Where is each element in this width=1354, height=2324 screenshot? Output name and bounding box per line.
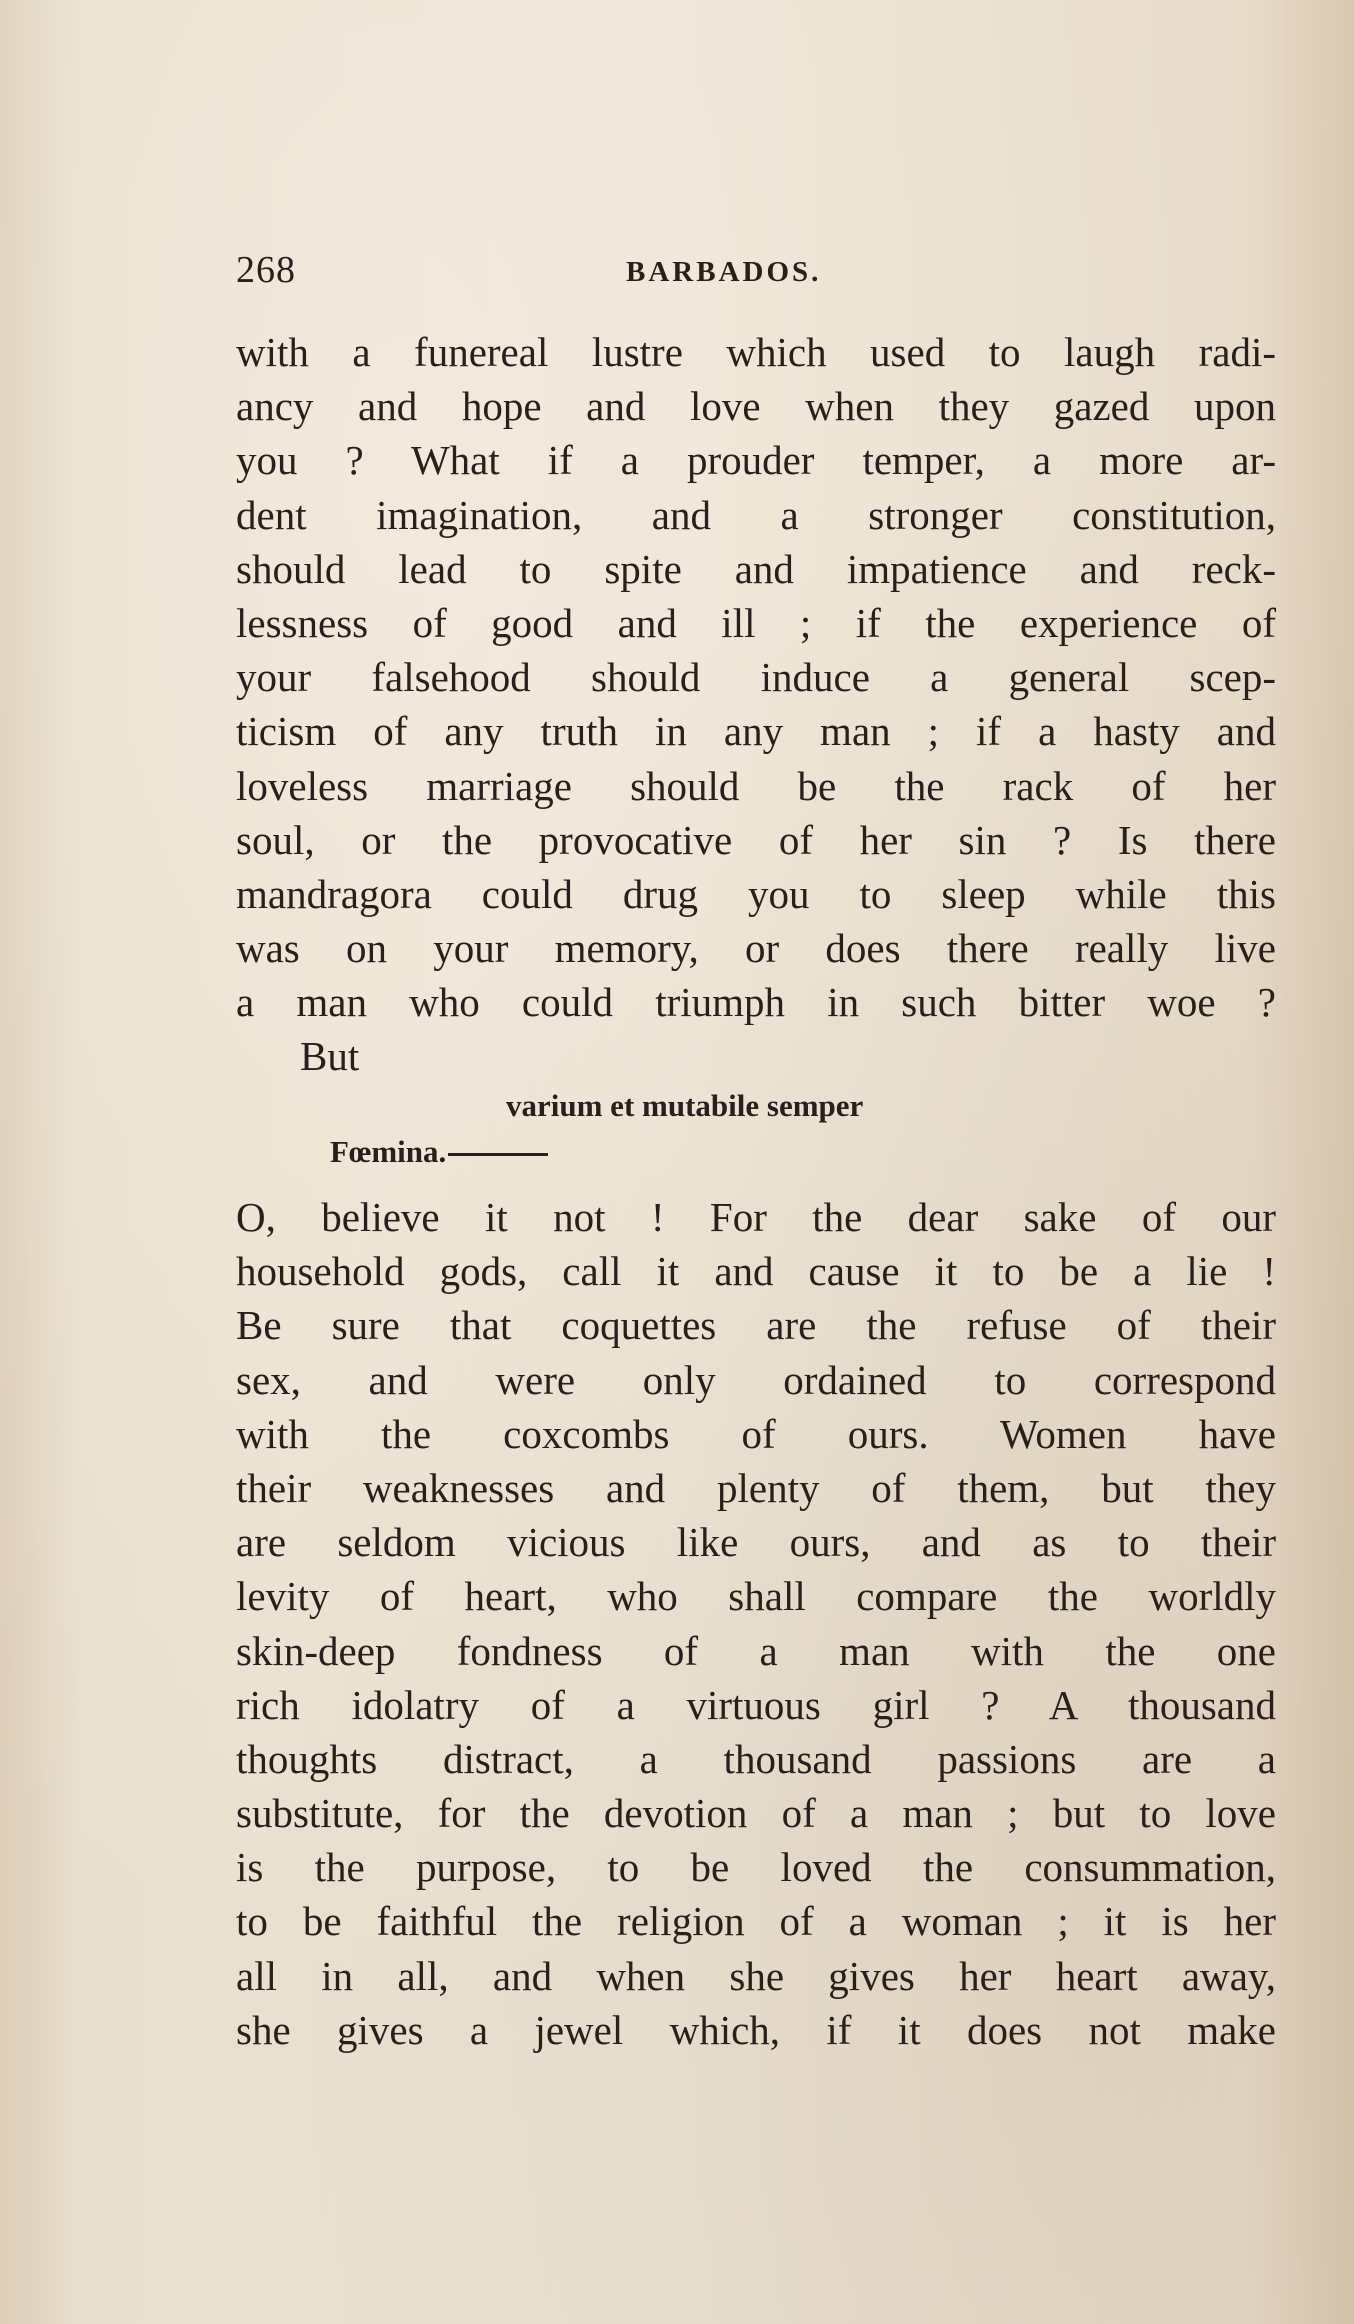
paragraph-2	[236, 1190, 1276, 2057]
running-title: BARBADOS.	[626, 256, 822, 288]
em-dash-rule	[448, 1153, 548, 1156]
text-line: sex, and were only ordained to correspond	[236, 1356, 1276, 1403]
text-line: soul, or the provocative of her sin ? Is there	[236, 816, 1276, 863]
text-line: rich idolatry of a virtuous girl ? A thousand	[236, 1681, 1276, 1728]
text-line: household gods, call it and cause it to be a lie !	[236, 1248, 1276, 1295]
text-line: lessness of good and ill ; if the experience of	[236, 599, 1276, 646]
text-line: levity of heart, who shall compare the worldly	[236, 1573, 1276, 1620]
text-line: But	[300, 1033, 360, 1080]
text-line: ticism of any truth in any man ; if a hasty and	[236, 708, 1276, 755]
text-line: a man who could triumph in such bitter woe ?	[236, 979, 1276, 1026]
text-line: mandragora could drug you to sleep while this	[236, 870, 1276, 917]
text-line: skin-deep fondness of a man with the one	[236, 1627, 1276, 1674]
text-line: you ? What if a prouder temper, a more ar-	[236, 437, 1276, 484]
quotation-line	[330, 1134, 548, 1170]
text-line: with the coxcombs of ours. Women have	[236, 1410, 1276, 1457]
text-line: dent imagination, and a stronger constitution,	[236, 491, 1276, 538]
text-line: are seldom vicious like ours, and as to their	[236, 1519, 1276, 1566]
text-line: loveless marriage should be the rack of her	[236, 762, 1276, 809]
text-line: thoughts distract, a thousand passions are a	[236, 1735, 1276, 1782]
quotation-line: varium et mutabile semper	[506, 1088, 864, 1123]
text-line: your falsehood should induce a general scep-	[236, 654, 1276, 701]
quotation-text: Fœmina.	[330, 1134, 447, 1169]
text-line: their weaknesses and plenty of them, but they	[236, 1464, 1276, 1511]
text-line: she gives a jewel which, if it does not make	[236, 2006, 1276, 2053]
text-line: is the purpose, to be loved the consummation,	[236, 1844, 1276, 1891]
text-line: Be sure that coquettes are the refuse of their	[236, 1302, 1276, 1349]
text-line: with a funereal lustre which used to laugh radi-	[236, 329, 1276, 375]
text-line: to be faithful the religion of a woman ; it is her	[236, 1898, 1276, 1945]
text-line: ancy and hope and love when they gazed upon	[236, 383, 1276, 430]
paragraph-1	[236, 325, 1276, 1084]
running-head	[236, 248, 1276, 298]
text-line: was on your memory, or does there really live	[236, 925, 1276, 972]
page-number: 268	[236, 249, 296, 291]
latin-quotation	[236, 1084, 1276, 1194]
text-line: substitute, for the devotion of a man ; but to love	[236, 1790, 1276, 1837]
text-line: all in all, and when she gives her heart away,	[236, 1952, 1276, 1999]
text-line: O, believe it not ! For the dear sake of our	[236, 1194, 1276, 1240]
text-line: should lead to spite and impatience and reck-	[236, 545, 1276, 592]
